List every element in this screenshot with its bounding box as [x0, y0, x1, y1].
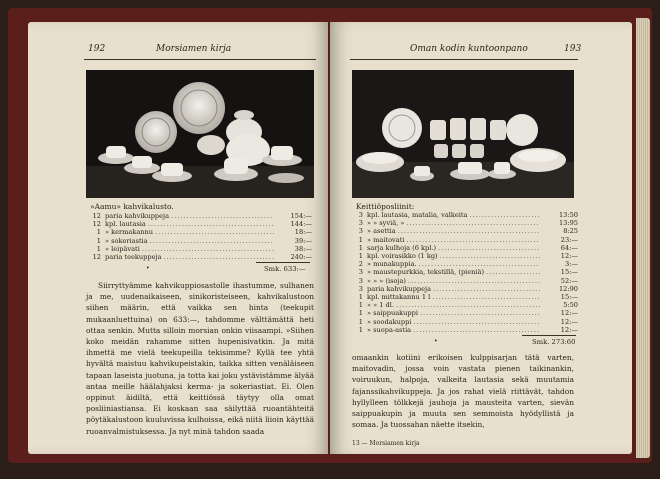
leader-dots: [398, 227, 540, 235]
price-list-row: [86, 212, 312, 220]
left-running-title: Morsiamen kirja: [156, 44, 232, 54]
item-price: 38:—: [294, 244, 312, 253]
price-list-row: [348, 285, 578, 293]
item-name: » sokeriastia: [105, 236, 148, 245]
leader-dots: [171, 212, 274, 220]
item-quantity: 1: [358, 301, 363, 310]
item-price: 144:—: [290, 220, 312, 229]
left-total: Smk. 633:—: [264, 265, 306, 273]
right-page-number: 193: [564, 44, 582, 54]
item-quantity: 1: [96, 236, 101, 245]
leader-dots: [419, 260, 540, 268]
leader-dots: [406, 236, 540, 244]
leader-dots: [469, 211, 540, 219]
item-price: 12:90: [558, 284, 578, 293]
item-quantity: 12: [92, 220, 101, 229]
page-edges: [636, 18, 650, 458]
left-page: [28, 22, 328, 454]
price-list-row: [348, 244, 578, 252]
item-price: 12:—: [560, 252, 578, 261]
item-name: » maustepurkkia, tekstillä, (pieniä): [367, 268, 485, 277]
item-price: 240:—: [290, 253, 312, 262]
item-quantity: 1: [358, 293, 363, 302]
item-name: » leipävati: [105, 244, 140, 253]
left-sum-rule: [256, 262, 310, 263]
right-list-title: Keittiöposliinit:: [356, 202, 415, 211]
price-list-row: [348, 268, 578, 276]
price-list-row: [86, 237, 312, 245]
item-name: paria kahvikuppeja: [105, 212, 170, 220]
item-quantity: 1: [358, 243, 363, 252]
item-price: 39:—: [294, 236, 312, 245]
leader-dots: [142, 245, 274, 253]
item-name: » » 1 dl.: [367, 301, 394, 310]
price-list-row: [348, 211, 578, 219]
item-quantity: 3: [358, 276, 363, 285]
price-list-row: [348, 236, 578, 244]
item-price: 13:95: [558, 219, 578, 228]
right-sum-rule: [522, 335, 576, 336]
leader-dots: [413, 318, 540, 326]
kitchen-porcelain-photo: [352, 70, 574, 198]
leader-dots: [406, 219, 540, 227]
item-quantity: 1: [358, 309, 363, 318]
item-name: » maitovati: [367, 235, 405, 244]
price-list-row: [348, 293, 578, 301]
price-list-row: [86, 220, 312, 228]
leader-dots: [413, 326, 540, 334]
item-quantity: 3: [358, 211, 363, 219]
item-price: 13:50: [558, 211, 578, 219]
right-page: [330, 22, 632, 454]
book-cover-binding: [8, 8, 652, 463]
item-price: 52:—: [560, 276, 578, 285]
item-quantity: 1: [358, 235, 363, 244]
left-header-rule: [84, 59, 316, 60]
item-name: » suopa-astia: [367, 325, 412, 334]
leader-dots: [163, 253, 274, 261]
item-price: 154:—: [290, 212, 312, 220]
coffee-set-photo: [86, 70, 314, 198]
item-name: kpl. mittakannu 1 l: [367, 293, 431, 302]
item-name: » » » (isoja): [367, 276, 406, 285]
price-list-row: [348, 260, 578, 268]
item-price: 18:—: [294, 228, 312, 237]
item-price: 23:—: [560, 235, 578, 244]
left-price-list: [86, 212, 312, 261]
leader-dots: [150, 237, 274, 245]
item-name: kpl. voirasikko (1 kg): [367, 252, 438, 261]
item-name: » munakuppia.: [367, 260, 417, 269]
leader-dots: [148, 220, 274, 228]
item-name: » soodakuppi: [367, 317, 412, 326]
item-name: » saippuakuppi: [367, 309, 418, 318]
item-name: paria kahvikuppeja: [367, 284, 432, 293]
item-price: 15:—: [560, 268, 578, 277]
left-body-text: Siirryttyämme kahvikuppiosastolle ihastumme, sulhanen ja me, uudenaikaiseen, sinikoristeiseen, kahvikalustoon siihen määrin, että vaikka sen hinta (teekupit mukaanluettuina) on 633:—, tahdomme välttämättä heti ottaa senkin. Mutta silloin morsian onkin viisaampi. »Siihen koko meidän rahamme sitten hupenisivatkin. Ja mitä ihmettä me vielä teekupeilla tekisimme? Kyllä tee yhtä hyvältä maistuu kahvikupeistakin, taikka sitten venäläiseen tapaan laseista juotuna, ja totta kai joku ystävistämme älyää antaa meille häälahjaksi kerma- ja sokeriastiat. Ei. Olen oppinut äidiltä, että keittiössä täytyy olla omat posliiniastiansa. Ei koskaan saa säilyttää ruoantähteitä pöytäkalustoon kuuluvissa kulhoissa, eikä niitä liioin käyttää ruoanvalmistuksessa. Ja nyt minä tahdon saada: [86, 281, 314, 436]
price-list-row: [348, 326, 578, 334]
price-list-row: [86, 245, 312, 253]
leader-dots: [432, 293, 540, 301]
item-price: 12:—: [560, 325, 578, 334]
leader-dots: [155, 228, 274, 236]
right-header-rule: [350, 59, 578, 60]
item-name: paria teekuppeja: [105, 253, 162, 262]
leader-dots: [486, 268, 540, 276]
price-list-row: [348, 277, 578, 285]
item-name: sarja kulhoja (6 kpl.): [367, 243, 437, 252]
item-quantity: 2: [358, 260, 363, 269]
item-price: 12:—: [560, 317, 578, 326]
item-price: 12:—: [560, 309, 578, 318]
item-name: » kermakannu: [105, 228, 154, 237]
leader-dots: [440, 252, 540, 260]
item-quantity: 1: [96, 244, 101, 253]
price-list-row: [348, 252, 578, 260]
right-running-title: Oman kodin kuntoonpano: [410, 44, 528, 54]
left-separator: •: [146, 265, 150, 272]
right-total: Smk. 273:60: [532, 338, 576, 346]
right-body-text: omaankin kotiini erikoisen kulppisarjan tätä varten, maitovadin, jossa voin vastata pienen taikinankin, voiruukun, halpoja, valkeita lautasia sekä muutamia fajanssikahvikuppeja. Ja jos rahat vielä riittävät, tahdon hyllylleen tölkkejä jauhoja ja mausteita varten, sievän saippuakupin ja muuta sen semmoista hyödyllistä ja somaa. Ja tuossahan näette itsekin,: [352, 353, 574, 430]
leader-dots: [438, 244, 540, 252]
leader-dots: [420, 309, 540, 317]
item-quantity: 1: [358, 317, 363, 326]
item-name: kpl. lautasia: [105, 220, 146, 229]
price-list-row: [348, 301, 578, 309]
price-list-row: [348, 309, 578, 317]
item-name: » » syviä, »: [367, 219, 405, 228]
right-separator: •: [434, 338, 438, 345]
price-list-row: [348, 219, 578, 227]
coffee-set-photo-icon: [86, 70, 314, 198]
price-list-row: [86, 228, 312, 236]
left-list-title: »Aamu» kahvikalusto.: [90, 202, 174, 211]
right-footer: 13 — Morsiamen kirja: [352, 440, 420, 447]
leader-dots: [433, 285, 540, 293]
item-quantity: 1: [358, 325, 363, 334]
item-price: 15:—: [560, 293, 578, 302]
right-price-list: [348, 211, 578, 334]
price-list-row: [348, 318, 578, 326]
leader-dots: [396, 301, 540, 309]
item-price: 8:25: [563, 227, 578, 236]
price-list-row: [348, 227, 578, 235]
item-price: 64:—: [560, 243, 578, 252]
item-quantity: 12: [92, 212, 101, 220]
item-price: 5:50: [563, 301, 578, 310]
item-price: 3:—: [564, 260, 578, 269]
item-quantity: 1: [96, 228, 101, 237]
item-quantity: 3: [358, 219, 363, 228]
item-name: » asettia: [367, 227, 396, 236]
left-page-number: 192: [88, 44, 106, 54]
item-quantity: 3: [358, 227, 363, 236]
kitchen-porcelain-photo-icon: [352, 70, 574, 198]
price-list-row: [86, 253, 312, 261]
item-name: kpl. lautasia, matalia, valkeita: [367, 211, 468, 219]
item-quantity: 3: [358, 268, 363, 277]
leader-dots: [408, 277, 540, 285]
item-quantity: 3: [358, 284, 363, 293]
item-quantity: 12: [92, 253, 101, 262]
item-quantity: 1: [358, 252, 363, 261]
